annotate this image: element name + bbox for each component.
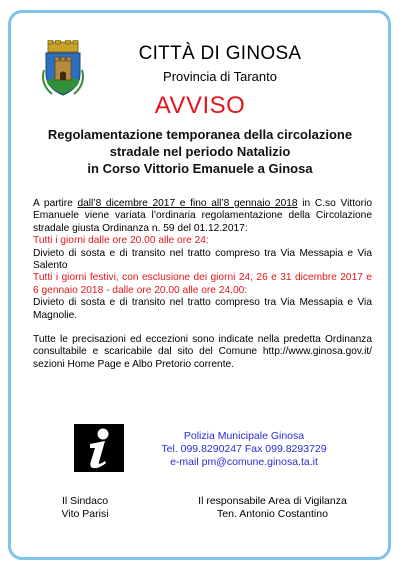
intro-before: A partire xyxy=(33,198,78,209)
email-address: e-mail pm@comune.ginosa.ta.it xyxy=(170,456,318,468)
office-name: Polizia Municipale Ginosa xyxy=(183,430,305,442)
subject-line: in Corso Vittorio Emanuele a Ginosa xyxy=(87,161,313,176)
subject-line: stradale nel periodo Natalizio xyxy=(109,144,291,159)
notice-body xyxy=(33,198,372,371)
notice-subject xyxy=(30,126,370,177)
police-contacts xyxy=(134,430,354,469)
info-icon xyxy=(74,424,124,472)
intro-dates: dall’8 dicembre 2017 e fino all’8 gennaio 2018 xyxy=(77,198,298,209)
rule2-text: Divieto di sosta e di transito nel tratto compreso tra Via Messapia e Via Magnolie. xyxy=(33,297,372,321)
mayor-signature xyxy=(50,495,120,521)
phone-fax: Tel. 099.8290247 Fax 099.8293729 xyxy=(161,443,327,455)
municipality-header xyxy=(95,42,345,85)
rule1-text: Divieto di sosta e di transito nel tratto compreso tra Via Messapia e Via Salento xyxy=(33,247,372,272)
mayor-role: Il Sindaco xyxy=(61,495,109,507)
notice-title: AVVISO xyxy=(154,92,246,119)
vigilance-role: Il responsabile Area di Vigilanza xyxy=(198,495,347,507)
city-name: CITTÀ DI GINOSA xyxy=(138,43,302,64)
rule2-time: Tutti i giorni festivi, con esclusione dei giorni 24, 26 e 31 dicembre 2017 e 6 gennaio 2018 - dalle ore 20.00 alle ore 24.00: xyxy=(33,272,372,296)
vigilance-signature xyxy=(180,495,365,521)
closing-paragraph: Tutte le precisazioni ed eccezioni sono indicate nella predetta Ordinanza consultabile e scaricabile dal sito del Comune http://www.ginosa.gov.it/ sezioni Home Page e Albo Pretorio corrente. xyxy=(33,334,372,370)
rule1-time: Tutti i giorni dalle ore 20.00 alle ore 24: xyxy=(33,235,209,247)
subject-line: Regolamentazione temporanea della circolazione xyxy=(47,127,353,142)
mayor-name: Vito Parisi xyxy=(61,508,109,520)
intro-paragraph xyxy=(33,198,372,235)
vigilance-name: Ten. Antonio Costantino xyxy=(217,508,328,520)
ginosa-coat-of-arms-icon xyxy=(38,40,88,98)
province-name: Provincia di Taranto xyxy=(163,69,277,84)
intro-after: in C.so Vittorio Emanuele viene variata l’ordinaria regolamentazione della Circolazione stradale giusta Ordinanza n. 59 del 01.12.2017: xyxy=(33,198,373,234)
